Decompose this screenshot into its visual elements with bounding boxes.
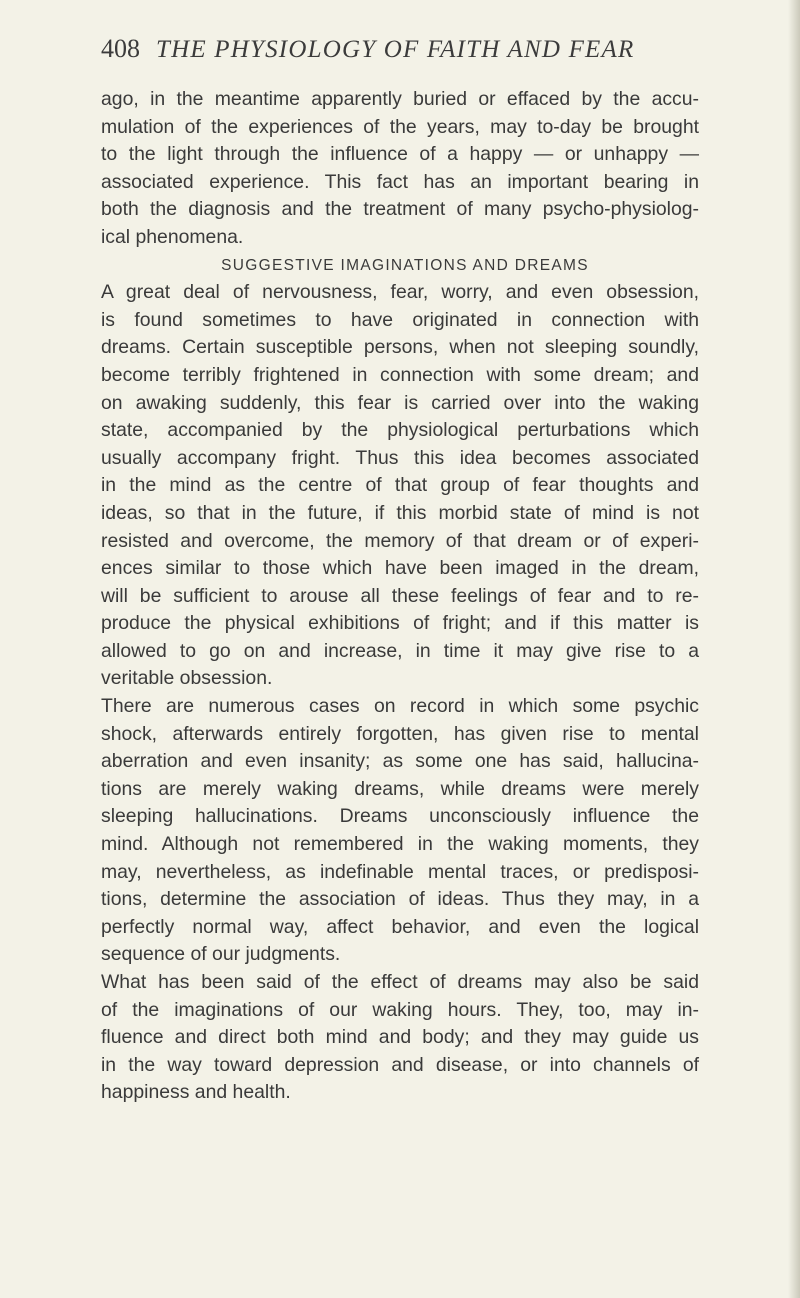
text-line: mulation of the experiences of the years, may to-day be brought (101, 115, 699, 138)
text-line: perfectly normal way, affect behavior, and even the logical (101, 915, 699, 938)
text-line: dreams. Certain susceptible persons, when not sleeping soundly, (101, 336, 699, 359)
text-line: fluence and direct both mind and body; and they may guide us (101, 1026, 699, 1049)
page-number: 408 (101, 34, 140, 63)
text-line: usually accompany fright. Thus this idea becomes associated (101, 446, 699, 469)
text-line: tions are merely waking dreams, while dreams were merely (101, 777, 699, 800)
text-line: allowed to go on and increase, in time it may give rise to a (101, 639, 699, 662)
text-line: shock, afterwards entirely forgotten, has given rise to mental (101, 722, 699, 745)
text-line: mind. Although not remembered in the waking moments, they (101, 833, 699, 856)
text-line: aberration and even insanity; as some one has said, hallucina- (101, 750, 699, 773)
page-edge-shadow (788, 0, 800, 1298)
text-line: produce the physical exhibitions of fright; and if this matter is (101, 612, 699, 635)
text-line: There are numerous cases on record in which some psychic (101, 695, 699, 718)
text-line: ago, in the meantime apparently buried or effaced by the accu- (101, 88, 699, 110)
text-line: in the way toward depression and disease, or into channels of (101, 1053, 699, 1076)
text-line: sleeping hallucinations. Dreams unconsciously influence the (101, 805, 699, 828)
text-line: become terribly frightened in connection with some dream; and (101, 363, 699, 386)
text-line: sequence of our judgments. (101, 943, 341, 966)
text-line: will be sufficient to arouse all these feelings of fear and to re- (101, 584, 699, 607)
text-line: tions, determine the association of ideas. Thus they may, in a (101, 888, 699, 911)
text-line: of the imaginations of our waking hours. They, too, may in- (101, 998, 699, 1021)
text-line: happiness and health. (101, 1081, 291, 1104)
text-line: veritable obsession. (101, 667, 273, 690)
text-line: to the light through the influence of a happy — or unhappy — (101, 143, 699, 166)
text-line: ences similar to those which have been imaged in the dream, (101, 557, 699, 580)
body-text (101, 86, 699, 1107)
text-line: in the mind as the centre of that group of fear thoughts and (101, 474, 699, 497)
text-line: state, accompanied by the physiological perturbations which (101, 419, 699, 442)
text-line: on awaking suddenly, this fear is carried over into the waking (101, 391, 699, 414)
text-line: What has been said of the effect of dreams may also be said (101, 971, 699, 993)
running-head (101, 34, 701, 64)
text-line: A great deal of nervousness, fear, worry, and even obsession, (101, 281, 699, 304)
text-line: ideas, so that in the future, if this morbid state of mind is not (101, 501, 699, 524)
running-title: THE PHYSIOLOGY OF FAITH AND FEAR (156, 36, 635, 63)
text-line: associated experience. This fact has an important bearing in (101, 170, 699, 193)
text-line: resisted and overcome, the memory of that dream or of experi- (101, 529, 699, 552)
text-line: ical phenomena. (101, 225, 244, 248)
text-line: is found sometimes to have originated in connection with (101, 308, 699, 331)
text-line: may, nevertheless, as indefinable mental traces, or predisposi- (101, 860, 699, 883)
text-line: both the diagnosis and the treatment of many psycho-physiolog- (101, 198, 699, 221)
section-heading: SUGGESTIVE IMAGINATIONS AND DREAMS (221, 256, 589, 274)
